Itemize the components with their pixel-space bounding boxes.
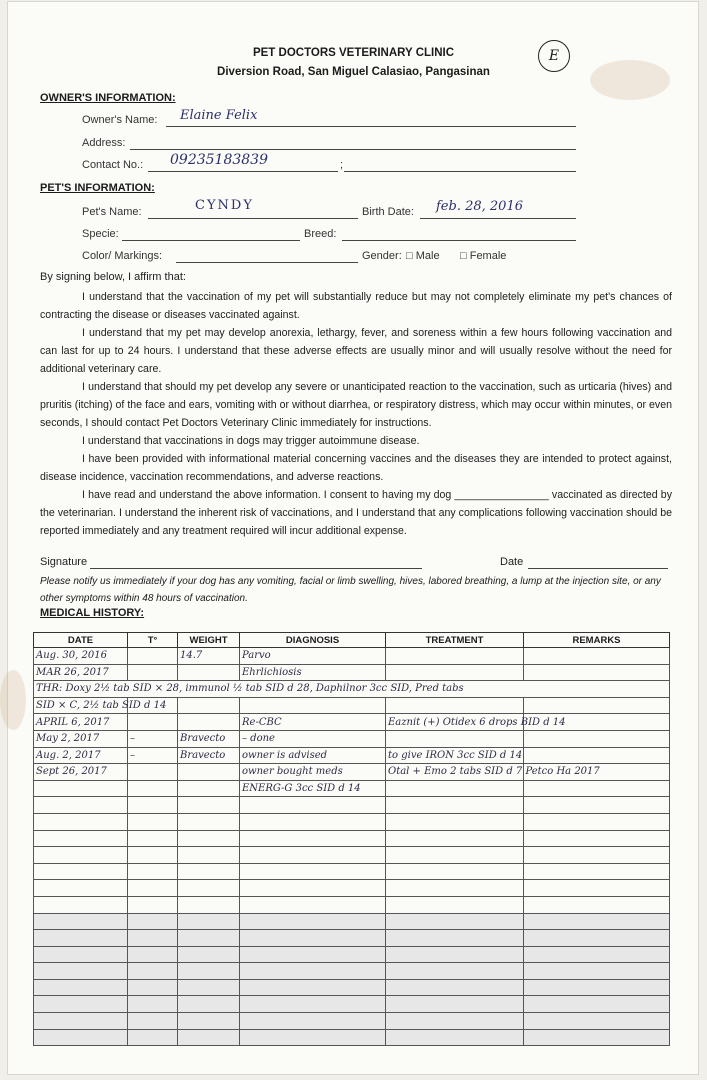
- consent-paragraphs: [40, 288, 672, 540]
- cell-diagnosis[interactable]: [240, 913, 386, 930]
- cell-treatment[interactable]: [386, 996, 524, 1013]
- specie-line[interactable]: [122, 240, 300, 241]
- cell-treatment[interactable]: [386, 896, 524, 913]
- birth-date-value[interactable]: feb. 28, 2016: [436, 199, 523, 214]
- cell-temp[interactable]: [128, 813, 178, 830]
- cell-diagnosis[interactable]: owner bought meds: [240, 764, 386, 781]
- checkbox-male[interactable]: □: [406, 250, 413, 262]
- cell-date[interactable]: SID × C, 2½ tab SID d 14: [34, 697, 128, 714]
- cell-remarks[interactable]: [524, 648, 670, 665]
- cell-treatment[interactable]: [386, 1029, 524, 1046]
- birth-date-label: Birth Date:: [362, 206, 414, 218]
- cell-temp[interactable]: [128, 979, 178, 996]
- table-row: [34, 930, 670, 947]
- cell-temp[interactable]: [128, 1029, 178, 1046]
- cell-diagnosis[interactable]: [240, 797, 386, 814]
- breed-label: Breed:: [304, 228, 337, 240]
- table-row: [34, 963, 670, 980]
- cell-weight[interactable]: [178, 714, 240, 731]
- cell-temp[interactable]: [128, 780, 178, 797]
- cell-weight[interactable]: [178, 797, 240, 814]
- paper-stain: [0, 670, 26, 730]
- signature-line[interactable]: [90, 568, 422, 569]
- table-row: [34, 697, 670, 714]
- cell-date[interactable]: APRIL 6, 2017: [34, 714, 128, 731]
- cell-weight[interactable]: [178, 813, 240, 830]
- cell-treatment[interactable]: [386, 963, 524, 980]
- cell-diagnosis[interactable]: ENERG-G 3cc SID d 14: [240, 780, 386, 797]
- cell-treatment[interactable]: [386, 648, 524, 665]
- consent-paragraph-1: I understand that the vaccination of my pet will substantially reduce but may not completely eliminate my pet's chances of contracting the disease or diseases vaccinated against.: [40, 291, 672, 321]
- cell-remarks[interactable]: [524, 946, 670, 963]
- cell-date[interactable]: [34, 996, 128, 1013]
- cell-remarks[interactable]: [524, 1029, 670, 1046]
- table-row: [34, 979, 670, 996]
- consent-paragraph-3: I understand that should my pet develop any severe or unanticipated reaction to the vaccination, such as urticaria (hives) and pruritis (itching) of the face and ears, vomiting with or without diarrhea, or respiratory distress, which may occur within minutes, or even seconds, I should contact Pet Doctors Veterinary Clinic immediately for instructions.: [40, 381, 672, 429]
- medical-history-table: [33, 632, 670, 1046]
- date-label: Date: [500, 556, 524, 568]
- cell-treatment[interactable]: [386, 847, 524, 864]
- cell-treatment[interactable]: [386, 880, 524, 897]
- table-row: [34, 664, 670, 681]
- cell-weight[interactable]: 14.7: [178, 648, 240, 665]
- cell-temp[interactable]: –: [128, 730, 178, 747]
- cell-temp[interactable]: [128, 863, 178, 880]
- cell-weight[interactable]: [178, 946, 240, 963]
- col-weight: WEIGHT: [178, 633, 240, 648]
- consent-paragraph-5: I have been provided with informational material concerning vaccines and the diseases they are intended to protect against, disease incidence, vaccination recommendations, and adverse reactions.: [40, 453, 672, 483]
- table-row: [34, 847, 670, 864]
- pet-name-value[interactable]: CYNDY: [195, 198, 254, 213]
- cell-weight[interactable]: [178, 830, 240, 847]
- cell-remarks[interactable]: [524, 730, 670, 747]
- cell-remarks[interactable]: [524, 930, 670, 947]
- cell-date[interactable]: Aug. 2, 2017: [34, 747, 128, 764]
- cell-diagnosis[interactable]: [240, 930, 386, 947]
- table-row: [34, 797, 670, 814]
- cell-date[interactable]: [34, 1029, 128, 1046]
- cell-weight[interactable]: [178, 863, 240, 880]
- cell-date[interactable]: [34, 930, 128, 947]
- cell-remarks[interactable]: [524, 697, 670, 714]
- cell-date[interactable]: [34, 880, 128, 897]
- cell-treatment[interactable]: [386, 813, 524, 830]
- gender-male-label: Male: [415, 250, 440, 262]
- cell-remarks[interactable]: [524, 813, 670, 830]
- cell-temp[interactable]: [128, 946, 178, 963]
- col-treatment: TREATMENT: [386, 633, 524, 648]
- cell-diagnosis[interactable]: – done: [240, 730, 386, 747]
- cell-remarks[interactable]: [524, 979, 670, 996]
- cell-diagnosis[interactable]: [240, 946, 386, 963]
- cell-treatment[interactable]: [386, 913, 524, 930]
- cell-date[interactable]: [34, 813, 128, 830]
- cell-weight[interactable]: [178, 963, 240, 980]
- pet-name-line: [148, 218, 358, 219]
- table-header-row: [34, 633, 670, 648]
- post-vaccination-note: Please notify us immediately if your dog has any vomiting, facial or limb swelling, hives, labored breathing, a lump at the injection site, or any other symptoms within 48 hours of vaccination.: [40, 576, 661, 604]
- cell-temp[interactable]: [128, 1013, 178, 1030]
- table-row: [34, 946, 670, 963]
- cell-treatment[interactable]: [386, 780, 524, 797]
- table-row: [34, 1013, 670, 1030]
- cell-remarks[interactable]: [524, 847, 670, 864]
- consent-paragraph-4: I understand that vaccinations in dogs may trigger autoimmune disease.: [82, 435, 420, 447]
- cell-weight[interactable]: [178, 930, 240, 947]
- table-row: [34, 780, 670, 797]
- cell-weight[interactable]: Bravecto: [178, 730, 240, 747]
- cell-treatment[interactable]: [386, 797, 524, 814]
- cell-temp[interactable]: [128, 913, 178, 930]
- cell-remarks[interactable]: [524, 913, 670, 930]
- table-row: [34, 1029, 670, 1046]
- cell-weight[interactable]: [178, 697, 240, 714]
- cell-diagnosis[interactable]: [240, 1013, 386, 1030]
- table-row: [34, 863, 670, 880]
- cell-diagnosis[interactable]: [240, 979, 386, 996]
- cell-weight[interactable]: [178, 1013, 240, 1030]
- col-diagnosis: DIAGNOSIS: [240, 633, 386, 648]
- cell-diagnosis[interactable]: [240, 880, 386, 897]
- form-mark: E: [538, 40, 570, 72]
- specie-label: Specie:: [82, 228, 119, 240]
- cell-temp[interactable]: [128, 996, 178, 1013]
- address-label: Address:: [82, 137, 126, 149]
- cell-date[interactable]: [34, 979, 128, 996]
- cell-date[interactable]: THR: Doxy 2½ tab SID × 28, immunol ½ tab SID d 28, Daphilnor 3cc SID, Pred tabs: [34, 681, 670, 698]
- consent-paragraph-2: I understand that my pet may develop anorexia, lethargy, fever, and soreness within a few hours following vaccination and can last for up to 24 hours. I understand that these adverse effects are usually minor and will usually resolve without the need for additional veterinary care.: [40, 327, 672, 375]
- cell-remarks[interactable]: [524, 996, 670, 1013]
- cell-date[interactable]: [34, 913, 128, 930]
- cell-treatment[interactable]: [386, 863, 524, 880]
- consent-6a: I have read and understand the above information. I consent to having my dog: [82, 489, 452, 501]
- table-row: [34, 648, 670, 665]
- gender-female-label: Female: [469, 250, 507, 262]
- cell-date[interactable]: [34, 1013, 128, 1030]
- table-row: [34, 730, 670, 747]
- clinic-address: Diversion Road, San Miguel Calasiao, Pangasinan: [217, 66, 490, 78]
- cell-remarks[interactable]: [524, 963, 670, 980]
- cell-temp[interactable]: [128, 830, 178, 847]
- col-date: DATE: [34, 633, 128, 648]
- cell-diagnosis[interactable]: [240, 963, 386, 980]
- cell-weight[interactable]: [178, 780, 240, 797]
- cell-diagnosis[interactable]: [240, 697, 386, 714]
- cell-remarks[interactable]: [524, 830, 670, 847]
- table-row: [34, 996, 670, 1013]
- signature-label: Signature: [40, 556, 88, 568]
- cell-date[interactable]: [34, 780, 128, 797]
- table-row: [34, 681, 670, 698]
- cell-remarks[interactable]: [524, 863, 670, 880]
- cell-treatment[interactable]: [386, 697, 524, 714]
- cell-date[interactable]: Aug. 30, 2016: [34, 648, 128, 665]
- cell-diagnosis[interactable]: owner is advised: [240, 747, 386, 764]
- cell-temp[interactable]: [128, 664, 178, 681]
- table-row: [34, 913, 670, 930]
- cell-diagnosis[interactable]: [240, 863, 386, 880]
- cell-remarks[interactable]: [524, 896, 670, 913]
- cell-treatment[interactable]: [386, 930, 524, 947]
- cell-diagnosis[interactable]: [240, 813, 386, 830]
- table-row: [34, 830, 670, 847]
- cell-diagnosis[interactable]: Ehrlichiosis: [240, 664, 386, 681]
- cell-diagnosis[interactable]: [240, 896, 386, 913]
- cell-date[interactable]: MAR 26, 2017: [34, 664, 128, 681]
- owner-name-value[interactable]: Elaine Felix: [180, 108, 258, 123]
- contact-line-2[interactable]: [344, 171, 576, 172]
- cell-date[interactable]: [34, 830, 128, 847]
- cell-temp[interactable]: [128, 797, 178, 814]
- cell-date[interactable]: [34, 896, 128, 913]
- cell-temp[interactable]: –: [128, 747, 178, 764]
- cell-date[interactable]: [34, 847, 128, 864]
- consent-paragraph-6: [40, 486, 672, 540]
- table-row: [34, 880, 670, 897]
- cell-date[interactable]: [34, 963, 128, 980]
- table-row: [34, 714, 670, 731]
- cell-treatment[interactable]: Eaznit (+) Otidex 6 drops BID d 14: [386, 714, 524, 731]
- date-line[interactable]: [528, 568, 668, 569]
- cell-remarks[interactable]: [524, 664, 670, 681]
- consent-intro: By signing below, I affirm that:: [40, 271, 186, 283]
- color-label: Color/ Markings:: [82, 250, 163, 262]
- cell-temp[interactable]: [128, 930, 178, 947]
- contact-label: Contact No.:: [82, 159, 144, 171]
- cell-remarks[interactable]: [524, 1013, 670, 1030]
- cell-diagnosis[interactable]: [240, 830, 386, 847]
- contact-value[interactable]: 09235183839: [170, 152, 268, 168]
- cell-weight[interactable]: [178, 664, 240, 681]
- cell-treatment[interactable]: [386, 979, 524, 996]
- cell-weight[interactable]: [178, 979, 240, 996]
- gender-female-option[interactable]: [460, 250, 506, 262]
- gender-male-option[interactable]: [406, 250, 440, 262]
- cell-weight[interactable]: [178, 1029, 240, 1046]
- cell-weight[interactable]: [178, 913, 240, 930]
- cell-treatment[interactable]: [386, 730, 524, 747]
- cell-date[interactable]: [34, 863, 128, 880]
- cell-temp[interactable]: [128, 896, 178, 913]
- cell-remarks[interactable]: [524, 880, 670, 897]
- cell-weight[interactable]: [178, 847, 240, 864]
- cell-weight[interactable]: [178, 880, 240, 897]
- col-temp: T°: [128, 633, 178, 648]
- cell-temp[interactable]: [128, 880, 178, 897]
- cell-treatment[interactable]: [386, 830, 524, 847]
- owner-heading: OWNER'S INFORMATION:: [40, 92, 176, 104]
- dog-name-blank[interactable]: ________________: [454, 489, 549, 501]
- cell-treatment[interactable]: [386, 1013, 524, 1030]
- contact-separator: ;: [340, 159, 344, 171]
- owner-name-line: [166, 126, 576, 127]
- cell-diagnosis[interactable]: Re-CBC: [240, 714, 386, 731]
- cell-date[interactable]: Sept 26, 2017: [34, 764, 128, 781]
- cell-weight[interactable]: [178, 996, 240, 1013]
- address-line[interactable]: [130, 149, 576, 150]
- consent-6b: vaccinated as directed by the veterinarian. I understand the inherent risk of vaccinations, and I understand that any complications following vaccination should be reported immediately and any treatment required will incur additional expense.: [40, 489, 672, 537]
- cell-treatment[interactable]: to give IRON 3cc SID d 14: [386, 747, 524, 764]
- medical-heading: MEDICAL HISTORY:: [40, 607, 145, 619]
- cell-diagnosis[interactable]: [240, 847, 386, 864]
- cell-diagnosis[interactable]: [240, 996, 386, 1013]
- breed-line[interactable]: [342, 240, 576, 241]
- table-row: [34, 747, 670, 764]
- cell-remarks[interactable]: [524, 797, 670, 814]
- cell-treatment[interactable]: [386, 664, 524, 681]
- cell-temp[interactable]: [128, 648, 178, 665]
- table-row: [34, 813, 670, 830]
- cell-date[interactable]: May 2, 2017: [34, 730, 128, 747]
- cell-temp[interactable]: [128, 714, 178, 731]
- checkbox-female[interactable]: □: [460, 250, 467, 262]
- cell-date[interactable]: [34, 946, 128, 963]
- cell-remarks[interactable]: [524, 780, 670, 797]
- cell-temp[interactable]: [128, 963, 178, 980]
- cell-weight[interactable]: Bravecto: [178, 747, 240, 764]
- cell-temp[interactable]: [128, 764, 178, 781]
- color-line[interactable]: [176, 262, 358, 263]
- table-row: [34, 896, 670, 913]
- cell-diagnosis[interactable]: Parvo: [240, 648, 386, 665]
- col-remarks: REMARKS: [524, 633, 670, 648]
- cell-treatment[interactable]: Otal + Emo 2 tabs SID d 7 Petco Ha 2017: [386, 764, 524, 781]
- table-row: [34, 764, 670, 781]
- cell-weight[interactable]: [178, 764, 240, 781]
- cell-remarks[interactable]: [524, 747, 670, 764]
- clinic-name: PET DOCTORS VETERINARY CLINIC: [252, 47, 455, 59]
- pet-name-label: Pet's Name:: [82, 206, 142, 218]
- pet-heading: PET'S INFORMATION:: [40, 182, 155, 194]
- cell-treatment[interactable]: [386, 946, 524, 963]
- cell-diagnosis[interactable]: [240, 1029, 386, 1046]
- gender-label: Gender:: [362, 250, 402, 262]
- cell-temp[interactable]: [128, 847, 178, 864]
- birth-date-line: [420, 218, 576, 219]
- cell-date[interactable]: [34, 797, 128, 814]
- contact-line: [148, 171, 338, 172]
- owner-name-label: Owner's Name:: [82, 114, 158, 126]
- cell-weight[interactable]: [178, 896, 240, 913]
